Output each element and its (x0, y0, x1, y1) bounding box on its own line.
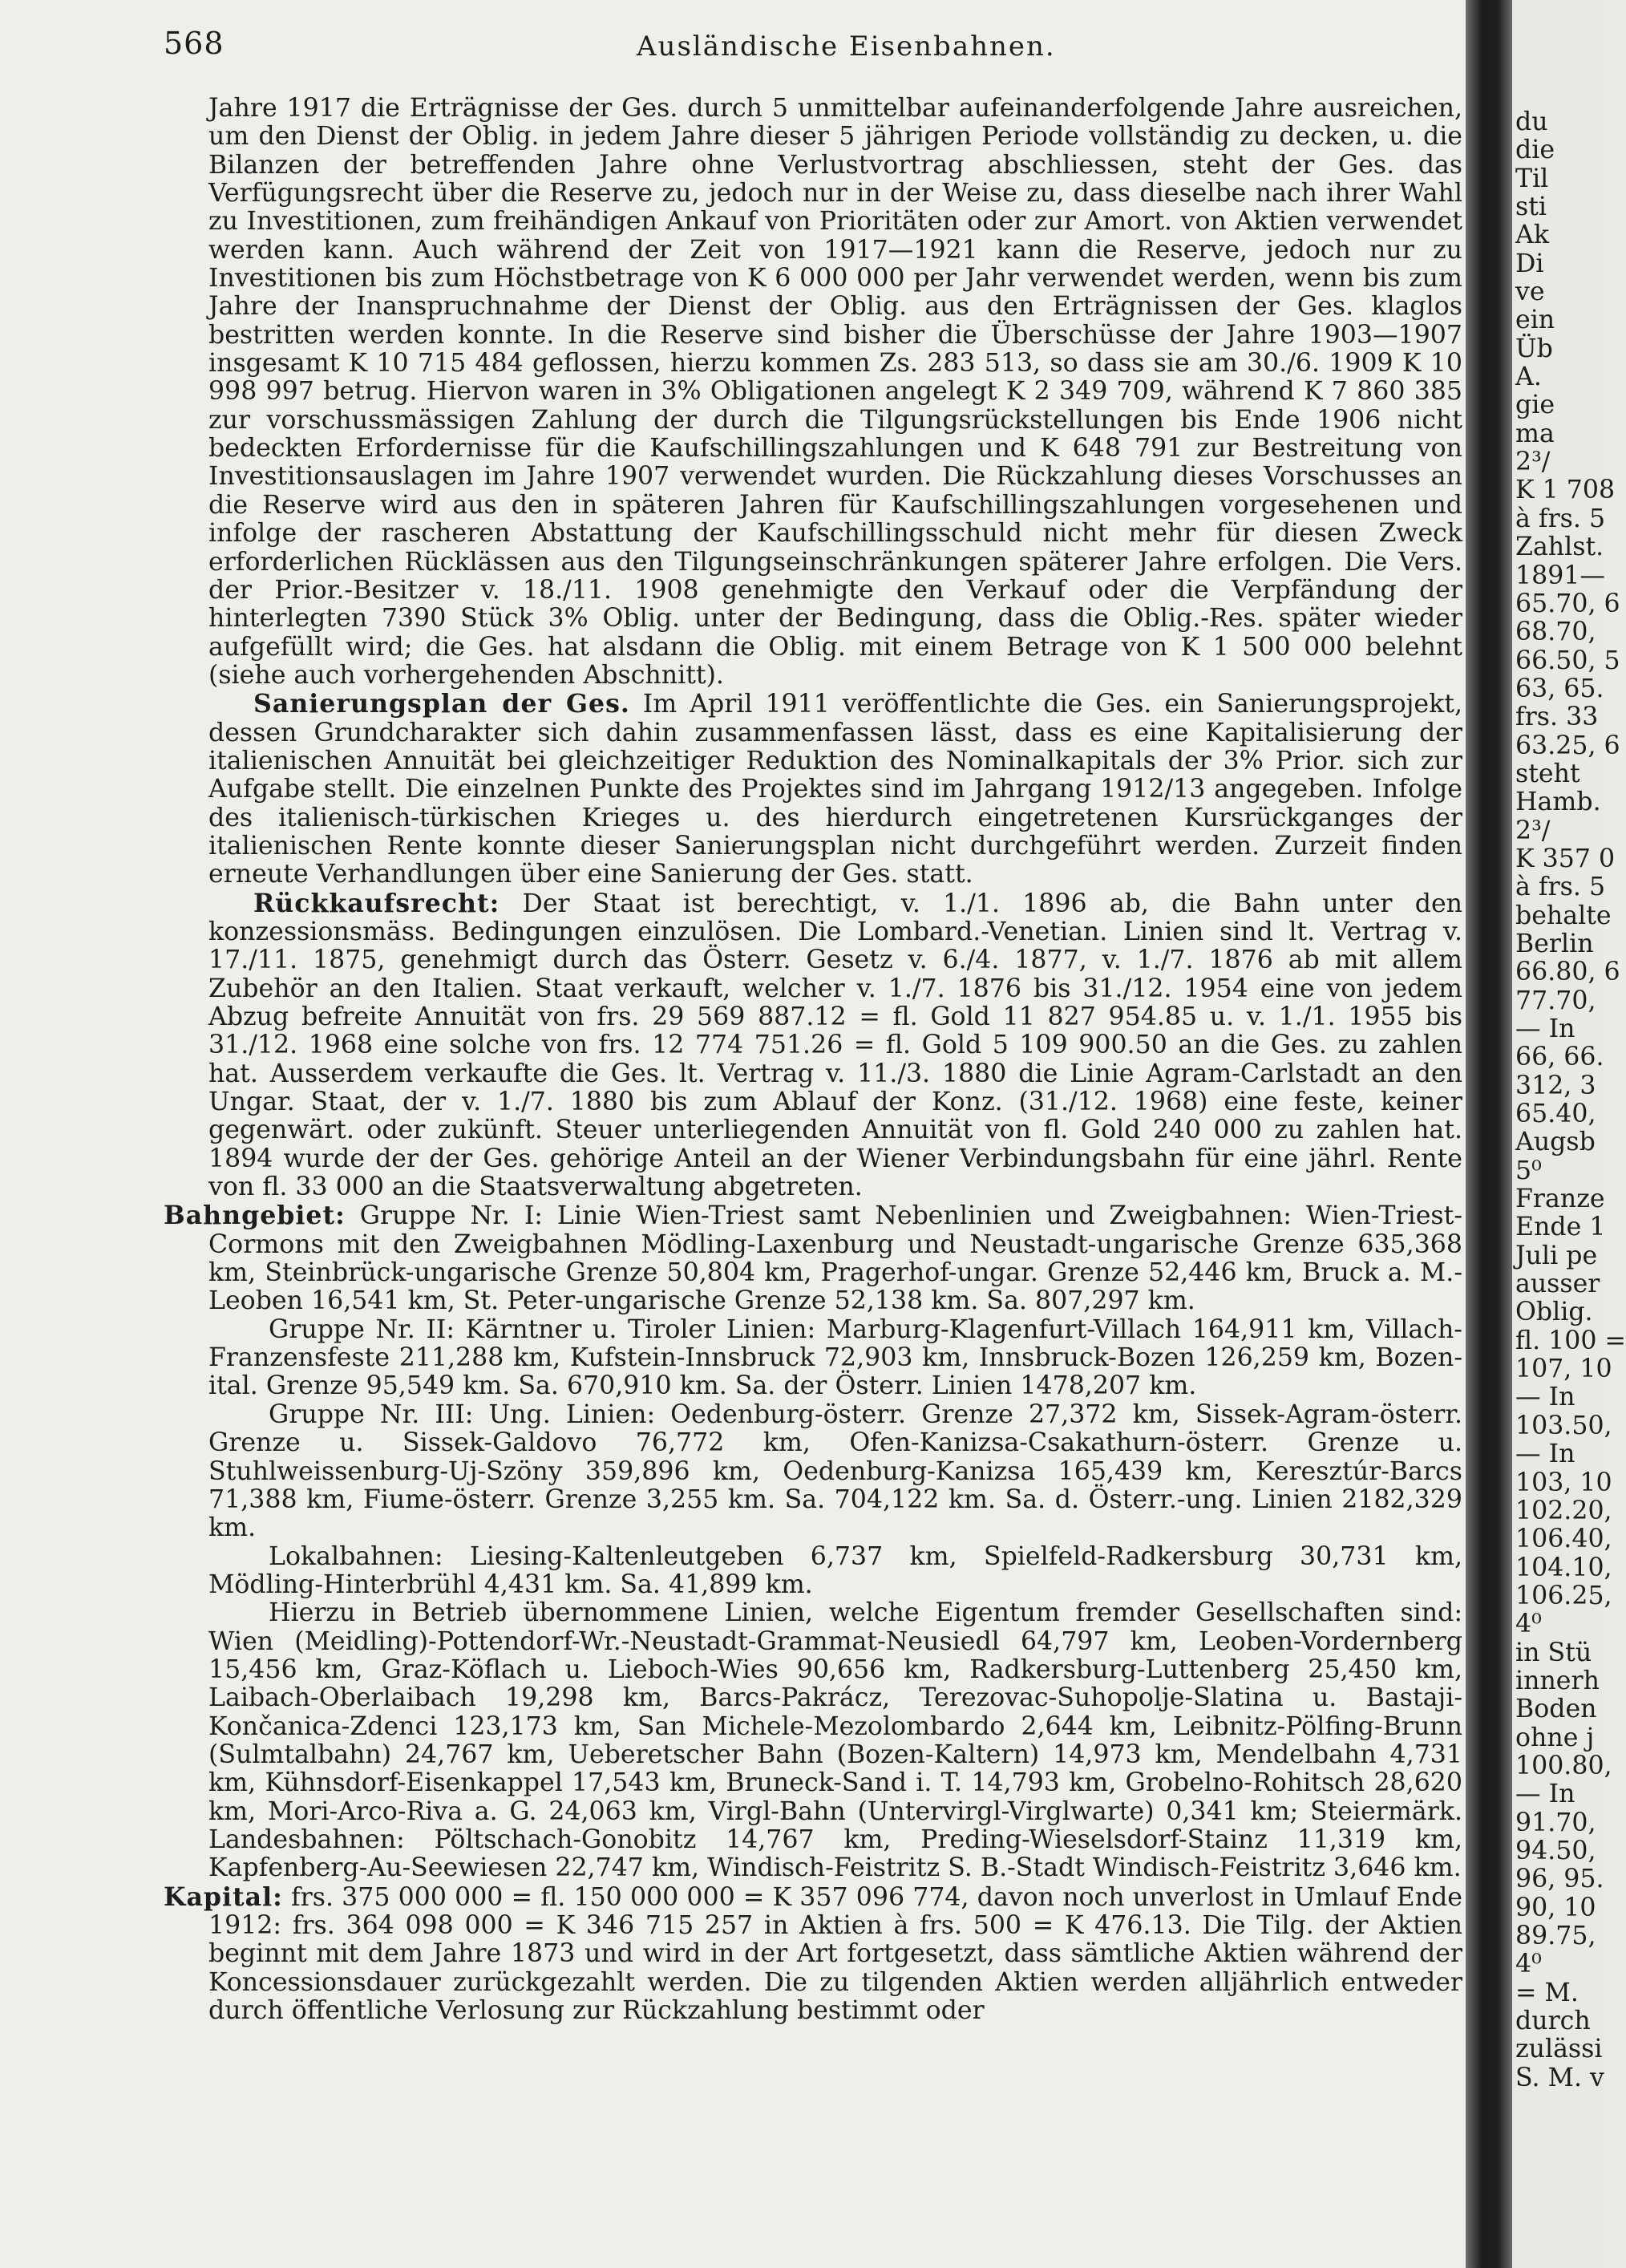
lokalbahnen-paragraph: Lokalbahnen: Liesing-Kaltenleutgeben 6,737 km, Spielfeld-Radkersburg 30,731 km, Mödling-Hinterbrühl 4,431 km. Sa. 41,899 km. (208, 1541, 1462, 1599)
bahngebiet-gruppe1: Gruppe Nr. I: Linie Wien-Triest samt Nebenlinien und Zweigbahnen: Wien-Triest-Cormons mit den Zweigbahnen Mödling-Laxenburg und Neustadt-ungarische Grenze 635,368 km, Steinbrück-ungarische Grenze 50,804 km, Pragerhof-ungar. Grenze 52,446 km, Bruck a. M.-Leoben 16,541 km, St. Peter-ungarische Grenze 52,138 km. Sa. 807,297 km. (208, 1201, 1462, 1316)
adjacent-fragment-line: 90, 10 (1515, 1893, 1596, 1922)
adjacent-fragment-line: Hamb. (1515, 788, 1601, 817)
adjacent-fragment-line: 63, 65. (1515, 674, 1604, 703)
adjacent-fragment-line: 104.10, (1515, 1553, 1612, 1582)
fremde-linien-paragraph: Hierzu in Betrieb übernommene Linien, welche Eigentum fremder Gesellschaften sind: Wien (Meidling)-Pottendorf-Wr.-Neustadt-Grammat-Neusiedl 64,797 km, Leoben-Vordernberg 15,456 km, Graz-Köflach u. Lieboch-Wies 90,656 km, Radkersburg-Luttenberg 25,450 km, Laibach-Oberlaibach 19,298 km, Barcs-Pakrácz, Terezovac-Suhopolje-Slatina u. Bastaji-Končanica-Zdenci 123,173 km, San Michele-Mezolombardo 2,644 km, Leibnitz-Pölfing-Brunn (Sulmtalbahn) 24,767 km, Ueberetscher Bahn (Bozen-Kaltern) 14,973 km, Mendelbahn 4,731 km, Kühnsdorf-Eisenkappel 17,543 km, Bruneck-Sand i. T. 14,793 km, Grobelno-Rohitsch 28,620 km, Mori-Arco-Riva a. G. 24,063 km, Virgl-Bahn (Untervirgl-Virglwarte) 0,341 km; Steiermärk. Landesbahnen: Pöltschach-Gonobitz 14,767 km, Preding-Wieselsdorf-Stainz 11,319 km, Kapfenberg-Au-Seewiesen 22,747 km, Windisch-Feistritz S. B.-Stadt Windisch-Feistritz 3,646 km. (208, 1598, 1462, 1883)
rueckkauf-heading: Rückkaufsrecht: (253, 888, 500, 918)
adjacent-fragment-line: Zahlst. (1515, 533, 1604, 562)
adjacent-fragment-line: 312, 3 (1515, 1071, 1596, 1100)
adjacent-fragment-line: — In (1515, 1780, 1575, 1809)
sanierung-paragraph (164, 690, 1462, 889)
adjacent-fragment-line: gie (1515, 391, 1555, 420)
adjacent-fragment-line: K 357 0 (1515, 844, 1616, 873)
adjacent-fragment-line: Juli pe (1515, 1241, 1598, 1270)
adjacent-fragment-line: Ak (1515, 221, 1549, 250)
adjacent-fragment-line: = M. (1515, 1978, 1579, 2007)
adjacent-fragment-line: à frs. 5 (1515, 873, 1606, 902)
adjacent-fragment-line: die (1515, 136, 1555, 165)
adjacent-fragment-line: 89.75, (1515, 1922, 1596, 1950)
adjacent-fragment-line: 91.70, (1515, 1808, 1596, 1837)
adjacent-fragment-line: 77.70, (1515, 986, 1596, 1015)
adjacent-fragment-line: 94.50, (1515, 1836, 1596, 1865)
kapital-heading: Kapital: (164, 1881, 283, 1912)
adjacent-fragment-line: 106.40, (1515, 1525, 1612, 1554)
adjacent-fragment-line: Augsb (1515, 1128, 1596, 1157)
adjacent-fragment-line: 106.25, (1515, 1581, 1612, 1610)
kapital-text: frs. 375 000 000 = fl. 150 000 000 = K 357 096 774, davon noch unverlost in Umlauf Ende 1912: frs. 364 098 000 = K 346 715 257 in Aktien à frs. 500 = K 476.13. Die Tilg. der Aktien beginnt mit dem Jahre 1873 und wird in der Art fortgesetzt, dass sämtliche Aktien während der Koncessionsdauer zurückgezahlt werden. Die zu tilgenden Aktien werden alljährlich entweder durch öffentliche Verlosung zur Rückzahlung bestimmt oder (208, 1882, 1462, 2026)
adjacent-fragment-line: ausser (1515, 1270, 1600, 1299)
adjacent-fragment-line: 4⁰ (1515, 1610, 1542, 1639)
adjacent-fragment-line: K 1 708 (1515, 476, 1616, 505)
adjacent-fragment-line: Berlin (1515, 929, 1594, 958)
adjacent-fragment-line: 103.50, (1515, 1411, 1612, 1440)
adjacent-fragment-line: steht (1515, 759, 1580, 788)
bahngebiet-gruppe3-paragraph: Gruppe Nr. III: Ung. Linien: Oedenburg-österr. Grenze 27,372 km, Sissek-Agram-österr. Grenze u. Sissek-Galdovo 76,772 km, Ofen-Kanizsa-Csakathurn-österr. Grenze u. Stuhlweissenburg-Uj-Szöny 359,896 km, Oedenburg-Kanizsa 165,439 km, Keresztúr-Barcs 71,388 km, Fiume-österr. Grenze 3,255 km. Sa. 704,122 km. Sa. d. Österr.-ung. Linien 2182,329 km. (208, 1399, 1462, 1543)
adjacent-fragment-line: frs. 33 (1515, 703, 1599, 732)
adjacent-fragment-line: 65.70, 6 (1515, 589, 1620, 618)
adjacent-fragment-line: innerh (1515, 1666, 1600, 1695)
adjacent-fragment-line: Üb (1515, 334, 1553, 363)
adjacent-page-edge (1512, 0, 1626, 2268)
adjacent-fragment-line: Franze (1515, 1185, 1605, 1214)
page-body (164, 95, 1462, 2025)
rueckkauf-text: Der Staat ist berechtigt, v. 1./1. 1896 ab, die Bahn unter den konzessionsmäss. Bedingungen einzulösen. Die Lombard.-Venetian. Linien sind lt. Vertrag v. 17./11. 1875, genehmigt durch das Österr. Gesetz v. 6./4. 1877, v. 1./7. 1876 ab mit allem Zubehör an den Italien. Staat verkauft, welcher v. 1./7. 1876 bis 31./12. 1954 eine von jedem Abzug befreite Annuität von frs. 29 569 887.12 = fl. Gold 11 827 954.85 u. v. 1./1. 1955 bis 31./12. 1968 eine solche von frs. 12 774 751.26 = fl. Gold 5 109 900.50 an die Ges. zu zahlen hat. Ausserdem verkaufte die Ges. lt. Vertrag v. 11./3. 1880 die Linie Agram-Carlstadt an den Ungar. Staat, der v. 1./7. 1880 bis zum Ablauf der Konz. (31./12. 1968) eine feste, keiner gegenwärt. oder zukünft. Steuer unterliegenden Annuität von fl. Gold 240 000 zu zahlen hat. 1894 wurde der der Ges. gehörige Anteil an der Wiener Verbindungsbahn für eine jährl. Rente von fl. 33 000 an die Staatsverwaltung abgetreten. (208, 889, 1462, 1202)
adjacent-fragment-line: in Stü (1515, 1638, 1592, 1667)
adjacent-fragment-line: 102.20, (1515, 1496, 1612, 1525)
adjacent-fragment-line: ein (1515, 306, 1555, 335)
adjacent-fragment-line: A. (1515, 362, 1542, 392)
running-title: Ausländische Eisenbahnen. (637, 30, 1056, 63)
adjacent-fragment-line: Oblig. (1515, 1298, 1593, 1327)
adjacent-page-fragments (1512, 108, 1626, 2092)
adjacent-fragment-line: 65.40, (1515, 1100, 1596, 1129)
adjacent-fragment-line: — In (1515, 1015, 1575, 1043)
adjacent-fragment-line: 2³/ (1515, 448, 1551, 477)
adjacent-fragment-line: zulässi (1515, 2035, 1603, 2064)
adjacent-fragment-line: ohne j (1515, 1723, 1595, 1752)
bahngebiet-gruppe2-paragraph: Gruppe Nr. II: Kärntner u. Tiroler Linien: Marburg-Klagenfurt-Villach 164,911 km, Villach-Franzensfeste 211,288 km, Kufstein-Innsbruck 72,903 km, Innsbruck-Bozen 126,259 km, Bozen-ital. Grenze 95,549 km. Sa. 670,910 km. Sa. der Österr. Linien 1478,207 km. (208, 1314, 1462, 1401)
adjacent-fragment-line: 66.50, 5 (1515, 646, 1620, 675)
bahngebiet-paragraph (164, 1201, 1462, 1315)
adjacent-fragment-line: — In (1515, 1383, 1575, 1412)
adjacent-fragment-line: Ende 1 (1515, 1213, 1606, 1242)
adjacent-fragment-line: Di (1515, 249, 1544, 278)
adjacent-fragment-line: 1891— (1515, 561, 1605, 590)
adjacent-fragment-line: 63.25, 6 (1515, 731, 1620, 760)
adjacent-fragment-line: 5⁰ (1515, 1156, 1542, 1185)
adjacent-fragment-line: 66, 66. (1515, 1043, 1604, 1072)
adjacent-fragment-line: — In (1515, 1440, 1575, 1469)
adjacent-fragment-line: Boden (1515, 1695, 1597, 1724)
bahngebiet-heading: Bahngebiet: (164, 1201, 346, 1231)
adjacent-fragment-line: ma (1515, 419, 1555, 448)
adjacent-fragment-line: 100.80, (1515, 1751, 1612, 1780)
adjacent-fragment-line: 107, 10 (1515, 1355, 1612, 1384)
adjacent-fragment-line: fl. 100 = (1515, 1326, 1626, 1355)
adjacent-fragment-line: 68.70, (1515, 618, 1596, 647)
book-gutter (1466, 0, 1512, 2268)
kapital-paragraph (164, 1883, 1462, 2026)
adjacent-fragment-line: Til (1515, 164, 1549, 193)
adjacent-fragment-line: ve (1515, 277, 1545, 307)
sanierung-text: Im April 1911 veröffentlichte die Ges. ein Sanierungsprojekt, dessen Grundcharakter sich dahin zusammenfassen lässt, dass es eine Kapitalisierung der italienischen Annuität bei gleichzeitiger Reduktion des Nominalkapitals der 3% Prior. sich zur Aufgabe stellt. Die einzelnen Punkte des Projektes sind im Jahrgang 1912/13 angegeben. Infolge des italienisch-türkischen Krieges u. des hierdurch eingetretenen Kursrückganges der italienischen Rente konnte dieser Sanierungsplan nicht durchgeführt werden. Zurzeit finden erneute Verhandlungen über eine Sanierung der Ges. statt. (208, 690, 1463, 889)
adjacent-fragment-line: sti (1515, 192, 1547, 222)
adjacent-fragment-line: behalte (1515, 901, 1612, 930)
adjacent-fragment-line: du (1515, 107, 1548, 136)
adjacent-fragment-line: 96, 95. (1515, 1865, 1604, 1894)
continuation-paragraph: Jahre 1917 die Erträgnisse der Ges. durch 5 unmittelbar aufeinanderfolgende Jahre ausreichen, um den Dienst der Oblig. in jedem Jahre dieser 5 jährigen Periode vollständig zu decken, u. die Bilanzen der betreffenden Jahre ohne Verlustvortrag abschliessen, steht der Ges. das Verfügungsrecht über die Reserve zu, jedoch nur in der Weise zu, dass dieselbe nach ihrer Wahl zu Investitionen, zum freihändigen Ankauf von Prioritäten oder zur Amort. von Aktien verwendet werden kann. Auch während der Zeit von 1917—1921 kann die Reserve, jedoch nur zu Investitionen bis zum Höchstbetrage von K 6 000 000 per Jahr verwendet werden, wenn bis zum Jahre der Inanspruchnahme der Dienst der Oblig. aus den Erträgnissen der Ges. klaglos bestritten werden konnte. In die Reserve sind bisher die Überschüsse der Jahre 1903—1907 insgesamt K 10 715 484 geflossen, hierzu kommen Zs. 283 513, so dass sie am 30./6. 1909 K 10 998 997 betrug. Hiervon waren in 3% Obligationen angelegt K 2 349 709, während K 7 860 385 zur vorschussmässigen Zahlung der durch die Tilgungsrückstellungen bis Ende 1906 nicht bedeckten Erfordernisse für die Kaufschillingszahlungen und K 648 791 zur Bestreitung von Investitionsauslagen im Jahre 1907 verwendet wurden. Die Rückzahlung dieses Vorschusses an die Reserve wird aus den in späteren Jahren für Kaufschillingszahlungen vorgesehenen und infolge der rascheren Abstattung der Kaufschillingsschuld nicht mehr für diesen Zweck erforderlichen Rücklässen aus den Tilgungseinschränkungen späterer Jahre erfolgen. Die Vers. der Prior.-Besitzer v. 18./11. 1908 genehmigte den Verkauf oder die Verpfändung der hinterlegten 7390 Stück 3% Oblig. unter der Bedingung, dass die Oblig.-Res. später wieder aufgefüllt wird; die Ges. hat alsdann die Oblig. mit einem Betrage von K 1 500 000 belehnt (siehe auch vorhergehenden Abschnitt). (208, 94, 1462, 690)
page-header (164, 26, 1446, 74)
adjacent-fragment-line: 4⁰ (1515, 1950, 1542, 1979)
adjacent-fragment-line: 2³/ (1515, 816, 1551, 845)
adjacent-fragment-line: durch (1515, 2007, 1591, 2036)
rueckkauf-paragraph (164, 889, 1462, 1202)
adjacent-fragment-line: à frs. 5 (1515, 504, 1606, 533)
adjacent-fragment-line: 103, 10 (1515, 1468, 1612, 1497)
sanierung-heading: Sanierungsplan der Ges. (253, 689, 630, 719)
adjacent-fragment-line: S. M. v (1515, 2063, 1604, 2092)
adjacent-fragment-line: 66.80, 6 (1515, 958, 1620, 987)
page-number: 568 (164, 26, 224, 61)
